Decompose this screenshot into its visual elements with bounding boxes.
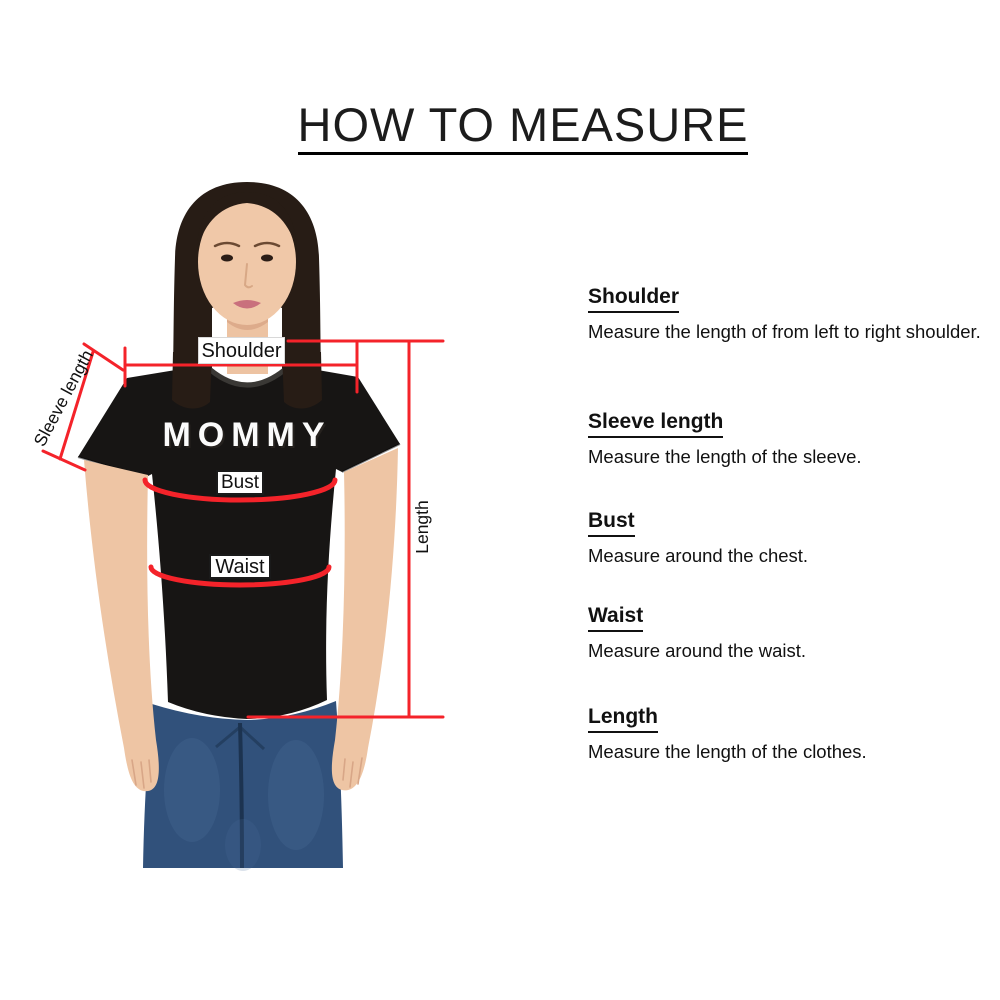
left-eye — [221, 255, 233, 262]
jeans-highlight-center — [225, 819, 261, 871]
sleeve-tick-bottom — [43, 451, 85, 470]
instruction-sleeve-length-term: Sleeve length — [588, 410, 723, 438]
page-title: HOW TO MEASURE — [298, 100, 749, 155]
instruction-waist — [588, 604, 988, 664]
jeans-highlight-right — [268, 740, 324, 850]
instruction-sleeve-length — [588, 410, 988, 470]
instruction-bust — [588, 509, 988, 569]
instruction-shoulder-description: Measure the length of from left to right shoulder. — [588, 321, 981, 343]
hair-tip-right — [282, 352, 322, 409]
instruction-length-description: Measure the length of the clothes. — [588, 741, 867, 763]
shirt-print-text: MOMMY — [162, 416, 332, 454]
length-measure-label: Length — [412, 500, 432, 554]
shoulder-measure-label: Shoulder — [198, 337, 285, 364]
left-arm — [84, 460, 159, 791]
instruction-length-term: Length — [588, 705, 658, 733]
bust-measure-label: Bust — [216, 470, 264, 495]
instruction-sleeve-length-description: Measure the length of the sleeve. — [588, 446, 862, 468]
waist-measure-label: Waist — [209, 554, 271, 579]
sleeve-length-measure-label: Sleeve length — [29, 346, 97, 450]
instruction-bust-description: Measure around the chest. — [588, 545, 809, 567]
instruction-shoulder — [588, 285, 988, 345]
instruction-shoulder-term: Shoulder — [588, 285, 679, 313]
instruction-waist-term: Waist — [588, 604, 643, 632]
right-eye — [261, 255, 273, 262]
right-arm — [332, 448, 398, 790]
instruction-length — [588, 705, 988, 765]
instruction-bust-term: Bust — [588, 509, 635, 537]
jeans-highlight-left — [164, 738, 220, 842]
instruction-waist-description: Measure around the waist. — [588, 640, 807, 662]
